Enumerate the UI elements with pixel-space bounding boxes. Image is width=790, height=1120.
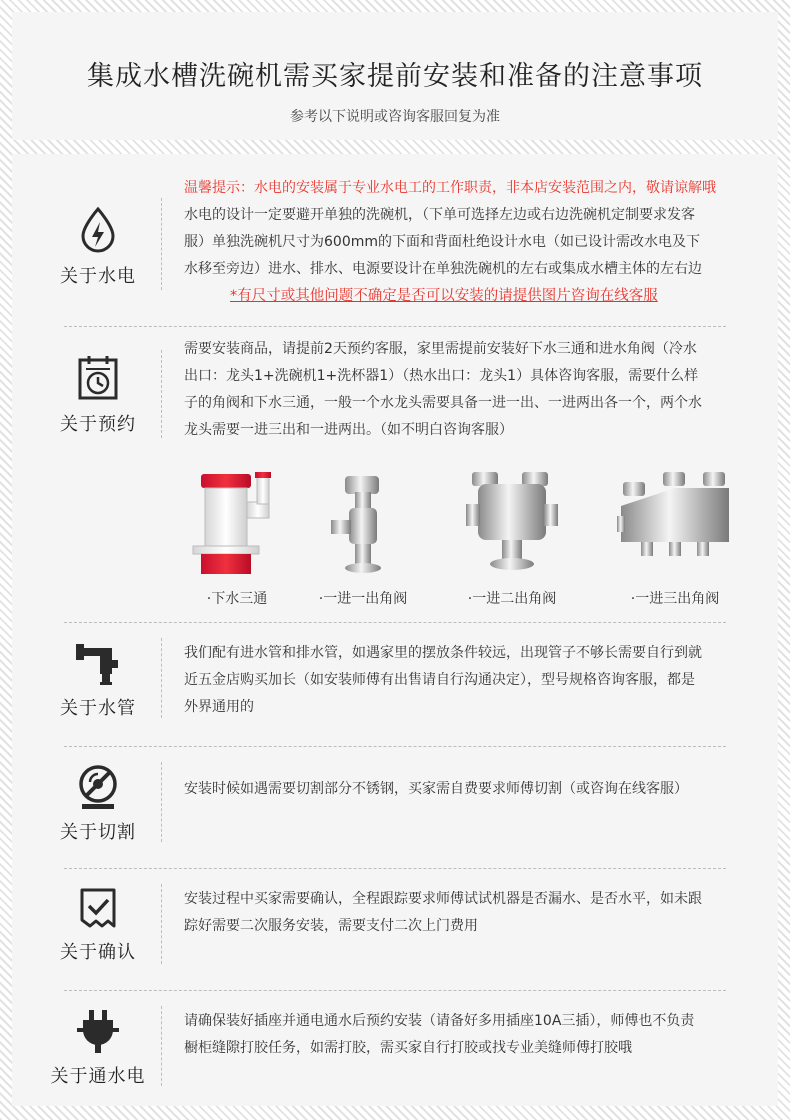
divider-vertical [161,638,162,718]
section-text [184,886,748,940]
text-line: 出口：龙头1+洗碗机1+洗杯器1）（热水出口：龙头1）具体咨询客服，需要什么样 [184,368,699,384]
footnote-link[interactable]: *有尺寸或其他问题不确定是否可以安装的请提供图片咨询在线客服 [230,288,658,304]
section-water-electricity [12,154,778,324]
section-label: 关于水管 [60,698,136,719]
product-angle-valve-2 [452,468,572,608]
section-icon-wrap [48,640,148,720]
cutting-disc-icon [76,764,120,810]
drain-tee-icon [187,468,287,578]
text-line: 安装过程中买家需要确认，全程跟踪要求师傅试试机器是否漏水、是否水平，如未跟 [184,891,702,907]
section-label: 关于切割 [60,822,136,843]
product-drain-tee [182,468,292,608]
page-subtitle: 参考以下说明或咨询客服回复为准 [290,109,500,125]
text-line: 外界通用的 [184,699,254,715]
section-icon-wrap [48,206,148,288]
water-pipe-icon [74,640,122,686]
section-icon-wrap [48,886,148,964]
checkmark-document-icon [78,886,118,930]
divider-vertical [161,350,162,438]
divider-vertical [161,1006,162,1086]
text-line: 水电的设计一定要避开单独的洗碗机，（下单可选择左边或右边洗碗机定制要求发客 [184,207,695,223]
section-icon-wrap [48,354,148,436]
section-text [184,175,748,310]
product-caption: ·一进三出角阀 [630,591,720,607]
product-caption: ·一进一出角阀 [318,591,408,607]
text-line: 踪好需要二次服务安装，需要支付二次上门费用 [184,918,478,934]
divider-horizontal [64,326,726,327]
section-power [12,992,778,1106]
divider-vertical [161,762,162,842]
product-angle-valve-1 [308,468,418,608]
text-line: 请确保装好插座并通电通水后预约安装（请备好多用插座10A三插），师傅也不负责 [184,1013,695,1029]
divider-vertical [161,198,162,290]
text-line: 服）单独洗碗机尺寸为600mm的下面和背面杜绝设计水电（如已设计需改水电及下 [184,234,700,250]
section-label: 关于通水电 [50,1066,146,1087]
angle-valve-2-icon [462,468,562,578]
text-line: 我们配有进水管和排水管，如遇家里的摆放条件较远，出现管子不够长需要自行到就 [184,645,702,661]
text-line: 安装时候如遇需要切割部分不锈钢，买家需自费要求师傅切割（或咨询在线客服） [184,781,688,797]
section-icon-wrap [48,1008,148,1088]
divider-vertical [161,884,162,964]
divider-horizontal [64,868,726,869]
section-text [184,640,748,721]
text-line: 水移至旁边）进水、排水、电源要设计在单独洗碗机的左右或集成水槽主体的左右边 [184,261,702,277]
divider-horizontal [64,622,726,623]
text-line: 子的角阀和下水三通，一般一个水龙头需要具备一进一出、一进两出各一个，两个水 [184,395,702,411]
divider-horizontal [64,746,726,747]
calendar-clock-icon [76,354,120,402]
section-text [184,1008,748,1062]
section-label: 关于确认 [60,942,136,963]
text-line: 龙头需要一进三出和一进两出。（如不明白咨询客服） [184,422,513,438]
text-line: 需要安装商品，请提前2天预约客服，家里需提前安装好下水三通和进水角阀（冷水 [184,341,697,357]
section-appointment [12,328,778,623]
notice-text: 温馨提示：水电的安装属于专业水电工的工作职责，非本店安装范围之内，敬请谅解哦 [184,180,716,196]
section-label: 关于预约 [60,414,136,435]
section-text [184,336,748,444]
text-line: 近五金店购买加长（如安装师傅有出售请自行沟通决定），型号规格咨询客服，都是 [184,672,695,688]
section-confirm [12,870,778,988]
section-water-pipe [12,624,778,744]
section-icon-wrap [48,764,148,844]
divider-horizontal [64,990,726,991]
page-title: 集成水槽洗碗机需买家提前安装和准备的注意事项 [87,61,703,92]
product-caption: ·下水三通 [206,591,268,607]
text-line: 橱柜缝隙打胶任务，如需打胶，需买家自行打胶或找专业美缝师傅打胶哦 [184,1040,632,1056]
product-angle-valve-3 [610,468,740,608]
section-cutting [12,748,778,866]
content-panel [12,154,778,1106]
product-caption: ·一进二出角阀 [467,591,557,607]
section-label: 关于水电 [60,266,136,287]
angle-valve-1-icon [323,468,403,578]
power-plug-icon [75,1008,121,1054]
header [12,12,778,140]
angle-valve-3-icon [615,468,735,578]
water-drop-lightning-icon [78,206,118,254]
section-text [184,776,748,803]
